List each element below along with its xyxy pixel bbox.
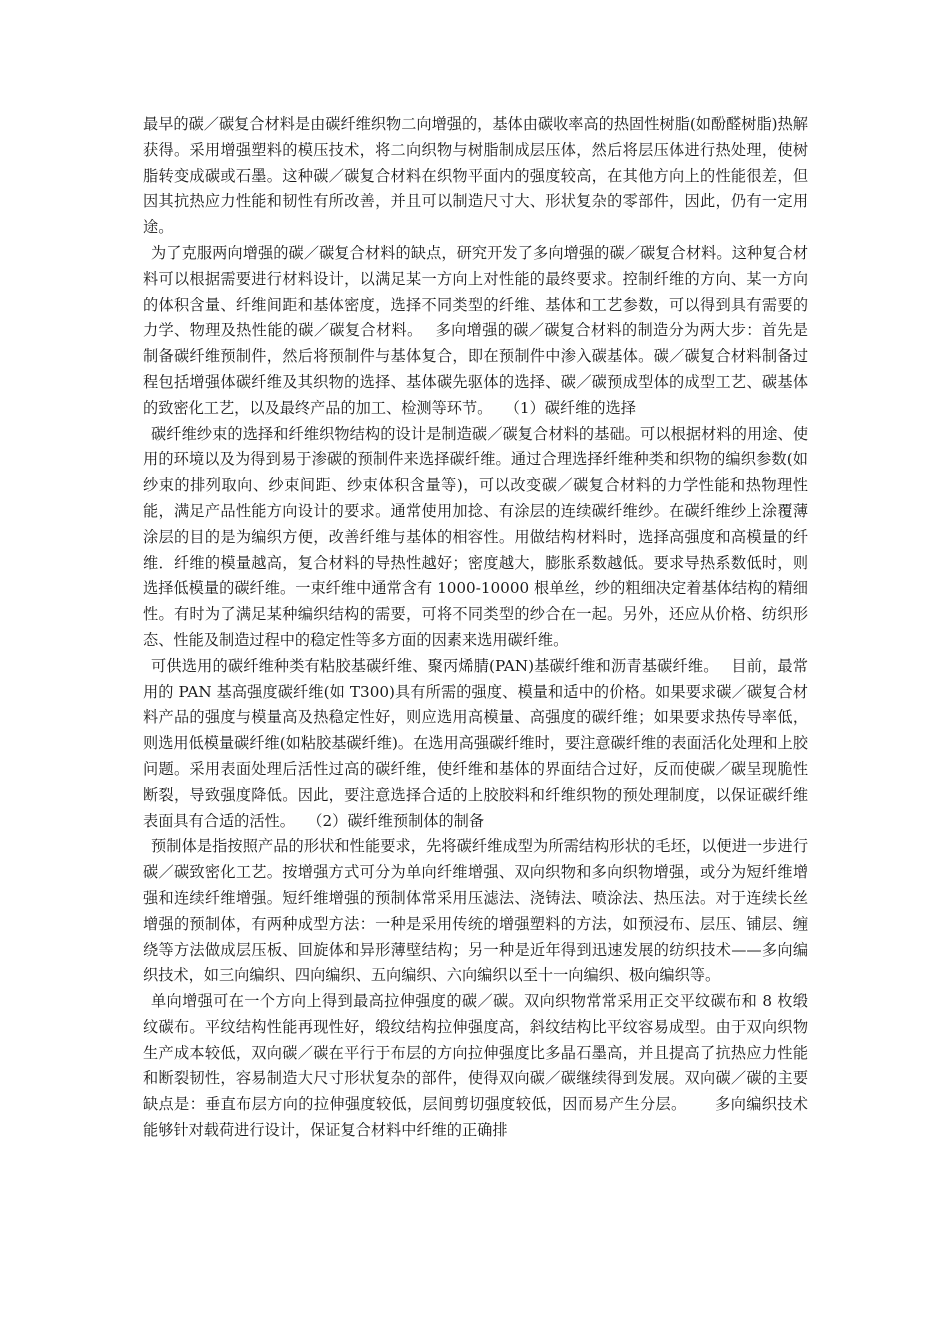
paragraph-1: 最早的碳／碳复合材料是由碳纤维织物二向增强的，基体由碳收率高的热固性树脂(如酚醛树脂)热解获得。采用增强塑料的模压技术，将二向织物与树脂制成层压体，然后将层压体进行热处理，使树脂转变成碳或石墨。这种碳／碳复合材料在织物平面内的强度较高，在其他方向上的性能很差，但因其抗热应力性能和韧性有所改善，并且可以制造尺寸大、形状复杂的零部件，因此，仍有一定用途。 (143, 115, 808, 237)
paragraph-5: 预制体是指按照产品的形状和性能要求，先将碳纤维成型为所需结构形状的毛坯，以便进一步进行碳／碳致密化工艺。按增强方式可分为单向纤维增强、双向织物和多向织物增强，或分为短纤维增强和连续纤维增强。短纤维增强的预制体常采用压滤法、浇铸法、喷涂法、热压法。对于连续长丝增强的预制体，有两种成型方法：一种是采用传统的增强塑料的方法，如预浸布、层压、铺层、缠绕等方法做成层压板、回旋体和异形薄壁结构；另一种是近年得到迅速发展的纺织技术——多向编织技术，如三向编织、四向编织、五向编织、六向编织以至十一向编织、极向编织等。 (143, 837, 808, 985)
document-body (143, 112, 808, 1144)
paragraph-6: 单向增强可在一个方向上得到最高拉伸强度的碳／碳。双向织物常常采用正交平纹碳布和 8 枚缎纹碳布。平纹结构性能再现性好，缎纹结构拉伸强度高，斜纹结构比平纹容易成型。由于双向织物生产成本较低，双向碳／碳在平行于布层的方向拉伸强度比多晶石墨高，并且提高了抗热应力性能和断裂韧性，容易制造大尺寸形状复杂的部件，使得双向碳／碳继续得到发展。双向碳／碳的主要缺点是：垂直布层方向的拉伸强度较低，层间剪切强度较低，因而易产生分层。 多向编织技术能够针对载荷进行设计，保证复合材料中纤维的正确排 (143, 992, 808, 1140)
paragraph-3: 碳纤维纱束的选择和纤维织物结构的设计是制造碳／碳复合材料的基础。可以根据材料的用途、使用的环境以及为得到易于渗碳的预制件来选择碳纤维。通过合理选择纤维种类和织物的编织参数(如纱束的排列取向、纱束间距、纱束体积含量等)，可以改变碳／碳复合材料的力学性能和热物理性能，满足产品性能方向设计的要求。通常使用加捻、有涂层的连续碳纤维纱。在碳纤维纱上涂覆薄涂层的目的是为编织方便，改善纤维与基体的相容性。用做结构材料时，选择高强度和高模量的纤维．纤维的模量越高，复合材料的导热性越好；密度越大，膨胀系数越低。要求导热系数低时，则选择低模量的碳纤维。一束纤维中通常含有 1000-10000 根单丝，纱的粗细决定着基体结构的精细性。有时为了满足某种编织结构的需要，可将不同类型的纱合在一起。另外，还应从价格、纺织形态、性能及制造过程中的稳定性等多方面的因素来选用碳纤维。 (143, 424, 808, 649)
paragraph-4: 可供选用的碳纤维种类有粘胶基碳纤维、聚丙烯腈(PAN)基碳纤维和沥青基碳纤维。 目前，最常用的 PAN 基高强度碳纤维(如 T300)具有所需的强度、模量和适中的价格。如果要求碳／碳复合材料产品的强度与模量高及热稳定性好，则应选用高模量、高强度的碳纤维；如果要求热传导率低，则选用低模量碳纤维(如粘胶基碳纤维)。在选用高强碳纤维时，要注意碳纤维的表面活化处理和上胶问题。采用表面处理后活性过高的碳纤维，使纤维和基体的界面结合过好，反而使碳／碳呈现脆性断裂，导致强度降低。因此，要注意选择合适的上胶胶料和纤维织物的预处理制度，以保证碳纤维表面具有合适的活性。 （2）碳纤维预制体的制备 (143, 656, 808, 830)
paragraph-2: 为了克服两向增强的碳／碳复合材料的缺点，研究开发了多向增强的碳／碳复合材料。这种复合材料可以根据需要进行材料设计，以满足某一方向上对性能的最终要求。控制纤维的方向、某一方向的体积含量、纤维间距和基体密度，选择不同类型的纤维、基体和工艺参数，可以得到具有需要的力学、物理及热性能的碳／碳复合材料。 多向增强的碳／碳复合材料的制造分为两大步：首先是制备碳纤维预制件，然后将预制件与基体复合，即在预制件中渗入碳基体。碳／碳复合材料制备过程包括增强体碳纤维及其织物的选择、基体碳先驱体的选择、碳／碳预成型体的成型工艺、碳基体的致密化工艺，以及最终产品的加工、检测等环节。 （1）碳纤维的选择 (143, 243, 808, 417)
